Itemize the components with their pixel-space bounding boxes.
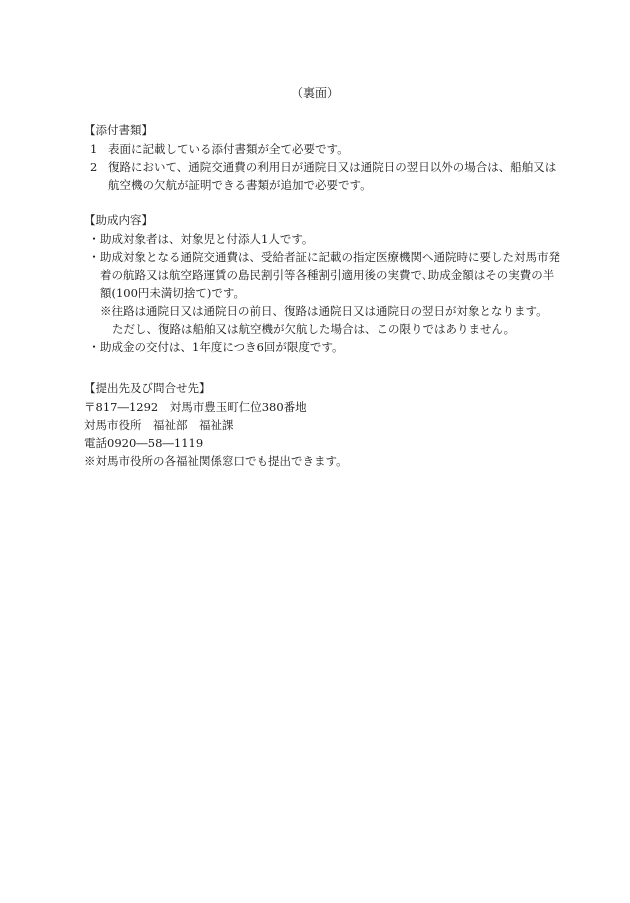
attachments-heading: 【添付書類】 <box>84 123 153 137</box>
page-title: （裏面） <box>290 86 339 100</box>
bullet-mark: ・ <box>88 340 100 354</box>
subsidy-note <box>100 302 564 338</box>
subsidy-item-1-text: 助成対象者は、対象児と付添人1人です。 <box>100 232 314 246</box>
attachment-item-1-text: 表面に記載している添付書類が全て必要です。 <box>108 142 349 156</box>
attachment-item-1 <box>90 140 564 158</box>
subsidy-item-3 <box>88 338 564 356</box>
subsidy-heading: 【助成内容】 <box>84 213 153 227</box>
attachment-item-2-number: 2 <box>90 160 98 174</box>
attachments-section <box>84 121 564 194</box>
subsidy-section <box>84 211 564 356</box>
contact-heading: 【提出先及び問合せ先】 <box>84 381 211 395</box>
subsidy-item-2-text: 助成対象となる通院交通費は、受給者証に記載の指定医療機関へ通院時に要した対馬市発着の航路又は航空路運賃の島民割引等各種割引適用後の実費で､助成金額はその実費の半額(100円未満切捨て)です。 <box>100 250 560 300</box>
attachment-item-1-number: 1 <box>90 142 98 156</box>
subsidy-item-2 <box>88 248 564 302</box>
subsidy-note-line-1: ※往路は通院日又は通院日の前日、復路は通院日又は通院日の翌日が対象となります。 <box>100 304 548 318</box>
subsidy-item-3-text: 助成金の交付は、1年度につき6回が限度です。 <box>100 340 344 354</box>
subsidy-note-line-2: ただし、復路は船舶又は航空機が欠航した場合は、この限りではありません。 <box>112 322 516 336</box>
attachment-item-2-text: 復路において、通院交通費の利用日が通院日又は通院日の翌日以外の場合は、船舶又は航空機の欠航が証明できる書類が追加で必要です。 <box>108 160 557 192</box>
contact-office: 対馬市役所 福祉部 福祉課 <box>84 418 234 432</box>
bullet-mark: ・ <box>88 232 100 246</box>
attachment-item-2 <box>90 158 564 194</box>
contact-section <box>84 379 564 470</box>
contact-note: ※対馬市役所の各福祉関係窓口でも提出できます。 <box>84 454 348 468</box>
subsidy-item-1 <box>88 230 564 248</box>
bullet-mark: ・ <box>88 250 100 264</box>
contact-phone: 電話0920―58―1119 <box>84 436 204 450</box>
contact-address: 〒817―1292 対馬市豊玉町仁位380番地 <box>84 400 307 414</box>
